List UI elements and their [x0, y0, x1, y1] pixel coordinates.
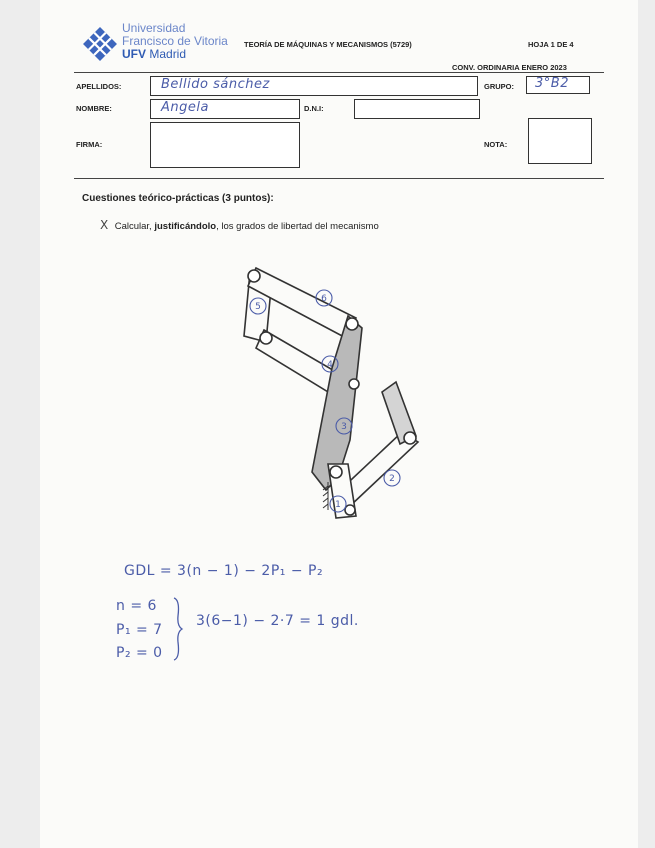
page-label: HOJA 1 DE 4 [528, 40, 574, 49]
mechanism-diagram [220, 258, 420, 528]
question-pre: Calcular, [114, 221, 155, 232]
dni-label: D.N.I: [304, 104, 324, 113]
exam-sheet [40, 0, 638, 848]
nombre-value: Angela [161, 100, 209, 115]
question-bullet: X [100, 218, 109, 232]
apellidos-value: Bellido sánchez [161, 77, 270, 92]
link-label-2: 2 [389, 474, 395, 484]
nota-field[interactable] [528, 118, 592, 164]
dni-field[interactable] [354, 99, 480, 119]
course-title: TEORÍA DE MÁQUINAS Y MECANISMOS (5729) [244, 40, 412, 49]
nombre-label: NOMBRE: [76, 104, 112, 113]
n-value-line: n = 6 [116, 598, 157, 614]
section-title: Cuestiones teórico-prácticas (3 puntos): [82, 193, 274, 204]
header-rule [74, 72, 604, 73]
exam-session: CONV. ORDINARIA ENERO 2023 [452, 63, 567, 72]
firma-field[interactable] [150, 122, 300, 168]
link-label-3: 3 [341, 422, 347, 432]
grupo-field[interactable] [526, 76, 590, 94]
university-line3 [122, 48, 228, 61]
link-label-4: 4 [327, 360, 333, 370]
brace-icon [170, 596, 184, 662]
university-ufv: UFV [122, 47, 146, 61]
university-line2: Francisco de Vitoria [122, 34, 228, 48]
firma-label: FIRMA: [76, 140, 103, 149]
ufv-logo [82, 26, 118, 62]
apellidos-field[interactable] [150, 76, 478, 96]
form-rule [74, 178, 604, 179]
ufv-logo-icon [82, 26, 118, 62]
university-line1: Universidad [122, 21, 186, 35]
gdl-formula: GDL = 3(n − 1) − 2P₁ − P₂ [124, 563, 324, 579]
question-post: , los grados de libertad del mecanismo [216, 221, 379, 232]
p1-value-line: P₁ = 7 [116, 622, 163, 638]
question-bold: justificándolo [154, 221, 217, 232]
link-label-1: 1 [335, 500, 341, 510]
link-label-5: 5 [255, 302, 261, 312]
p2-value-line: P₂ = 0 [116, 645, 163, 661]
nombre-field[interactable] [150, 99, 300, 119]
grupo-label: GRUPO: [484, 82, 514, 91]
link-label-6: 6 [321, 294, 327, 304]
grupo-value: 3°B2 [535, 76, 569, 91]
gdl-result: 3(6−1) − 2·7 = 1 gdl. [196, 613, 359, 629]
nota-label: NOTA: [484, 140, 508, 149]
apellidos-label: APELLIDOS: [76, 82, 122, 91]
question [100, 218, 379, 232]
university-madrid: Madrid [149, 47, 187, 61]
university-name [122, 22, 228, 61]
